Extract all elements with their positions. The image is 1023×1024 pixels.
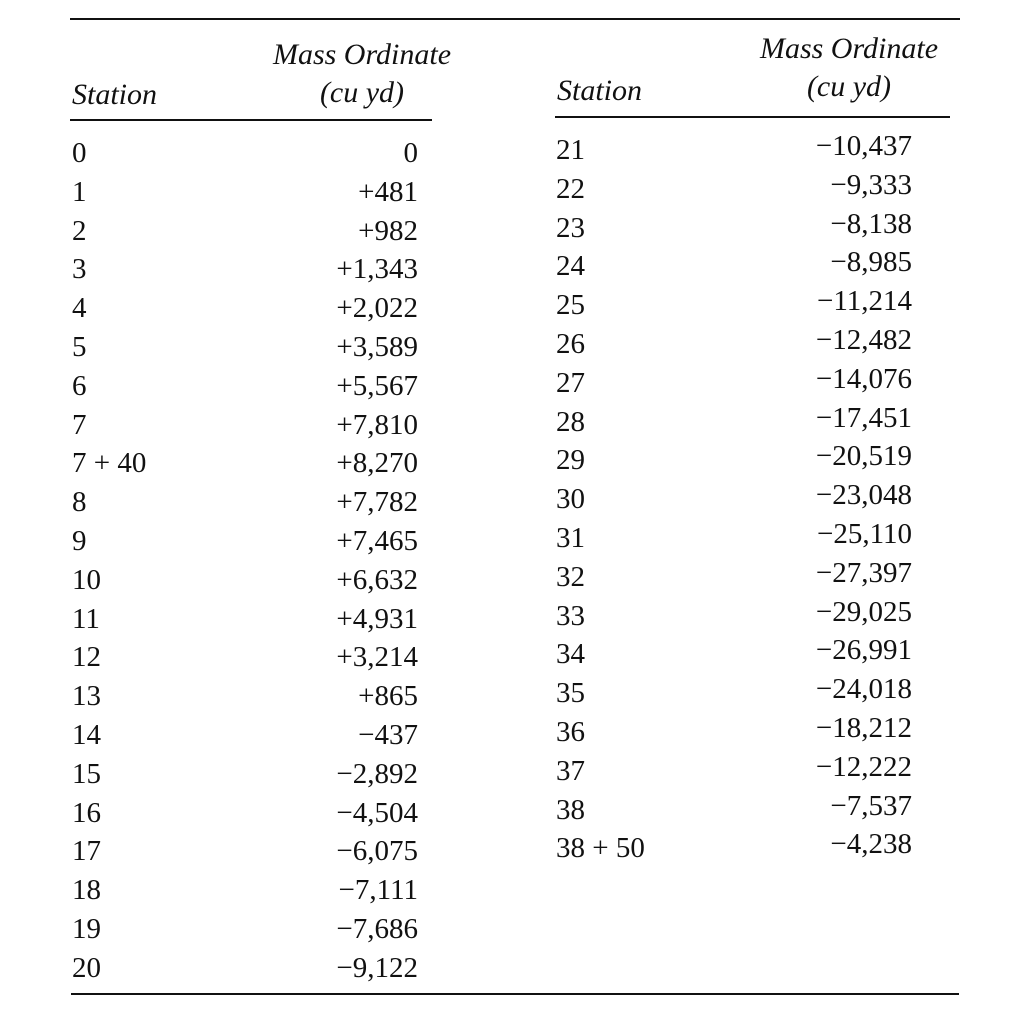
station-cell: 38 xyxy=(556,793,585,826)
mass-ordinate-cell: −20,519 xyxy=(815,440,912,473)
station-cell: 3 xyxy=(72,253,87,286)
station-cell: 33 xyxy=(556,599,585,632)
mass-ordinate-cell: −7,686 xyxy=(336,912,418,945)
station-cell: 10 xyxy=(72,563,101,596)
left-ordinate-column xyxy=(262,134,418,988)
right-mass-ordinate-header xyxy=(738,30,960,106)
mass-ordinate-cell: −7,111 xyxy=(338,874,418,907)
station-cell: 13 xyxy=(72,680,101,713)
mass-ordinate-cell: +3,589 xyxy=(336,330,418,363)
station-cell: 18 xyxy=(72,874,101,907)
table-bottom-rule xyxy=(71,993,959,995)
mass-ordinate-cell: −23,048 xyxy=(815,479,912,512)
mass-ordinate-cell: −29,025 xyxy=(815,595,912,628)
station-cell: 17 xyxy=(72,835,101,868)
station-cell: 21 xyxy=(556,134,585,166)
mass-ordinate-cell: −11,214 xyxy=(816,285,912,318)
right-mass-ordinate-header-line2: (cu yd) xyxy=(806,70,892,103)
station-cell: 20 xyxy=(72,951,101,984)
station-cell: 9 xyxy=(72,524,87,557)
right-ordinate-column xyxy=(740,127,912,864)
station-cell: 0 xyxy=(72,137,87,169)
mass-ordinate-cell: +982 xyxy=(358,214,418,247)
mass-ordinate-cell: +7,782 xyxy=(336,486,418,519)
station-cell: 5 xyxy=(72,330,87,363)
station-cell: 2 xyxy=(72,214,87,247)
station-cell: 14 xyxy=(72,718,101,751)
mass-ordinate-cell: +865 xyxy=(358,680,418,713)
right-header-rule xyxy=(555,116,950,118)
station-cell: 31 xyxy=(556,521,585,554)
mass-ordinate-cell: +5,567 xyxy=(336,369,418,402)
station-cell: 35 xyxy=(556,677,585,710)
station-cell: 26 xyxy=(556,327,585,360)
station-cell: 34 xyxy=(556,638,585,671)
station-cell: 36 xyxy=(556,715,585,748)
mass-ordinate-cell: +4,931 xyxy=(336,602,418,635)
station-cell: 37 xyxy=(556,754,585,787)
table-top-rule xyxy=(70,18,960,20)
mass-ordinate-cell: −26,991 xyxy=(815,634,912,667)
station-cell: 8 xyxy=(72,486,87,519)
right-mass-ordinate-header-line1: Mass Ordinate xyxy=(759,32,939,65)
mass-ordinate-cell: +481 xyxy=(358,175,418,208)
left-station-column xyxy=(72,134,212,988)
mass-ordinate-cell: −12,222 xyxy=(815,750,912,783)
station-cell: 23 xyxy=(556,211,585,244)
station-cell: 7 xyxy=(72,408,87,441)
mass-ordinate-cell: −27,397 xyxy=(815,556,912,589)
mass-ordinate-cell: −17,451 xyxy=(815,401,912,434)
station-cell: 1 xyxy=(72,175,87,208)
mass-ordinate-cell: +6,632 xyxy=(336,563,418,596)
station-cell: 11 xyxy=(72,602,100,635)
mass-ordinate-cell: −25,110 xyxy=(816,517,912,550)
station-cell: 25 xyxy=(556,289,585,322)
station-cell: 12 xyxy=(72,641,101,674)
mass-ordinate-cell: −8,985 xyxy=(830,246,912,279)
station-cell: 19 xyxy=(72,912,101,945)
mass-ordinate-cell: −24,018 xyxy=(815,673,912,706)
right-station-header: Station xyxy=(557,74,643,107)
mass-ordinate-cell: +8,270 xyxy=(336,447,418,480)
station-cell: 22 xyxy=(556,172,585,205)
station-cell: 29 xyxy=(556,444,585,477)
station-cell: 38 + 50 xyxy=(556,832,645,865)
mass-ordinate-cell: −4,238 xyxy=(830,828,912,861)
left-header-rule xyxy=(70,119,432,121)
mass-ordinate-cell: +7,465 xyxy=(336,524,418,557)
left-mass-ordinate-header-line1: Mass Ordinate xyxy=(272,38,452,71)
mass-ordinate-cell: +3,214 xyxy=(336,641,418,674)
mass-ordinate-cell: −8,138 xyxy=(830,207,912,240)
station-cell: 30 xyxy=(556,483,585,516)
mass-ordinate-cell: −18,212 xyxy=(815,711,912,744)
left-station-header: Station xyxy=(72,78,158,111)
mass-ordinate-cell: 0 xyxy=(403,137,418,169)
mass-ordinate-cell: −12,482 xyxy=(815,323,912,356)
mass-ordinate-cell: −6,075 xyxy=(336,835,418,868)
station-cell: 4 xyxy=(72,292,87,325)
mass-ordinate-cell: −437 xyxy=(358,718,418,751)
station-cell: 27 xyxy=(556,366,585,399)
mass-ordinate-cell: −14,076 xyxy=(815,362,912,395)
station-cell: 6 xyxy=(72,369,87,402)
station-cell: 28 xyxy=(556,405,585,438)
station-cell: 15 xyxy=(72,757,101,790)
mass-ordinate-cell: −10,437 xyxy=(815,130,912,162)
mass-ordinate-cell: −7,537 xyxy=(830,789,912,822)
mass-ordinate-cell: −9,333 xyxy=(830,168,912,201)
station-cell: 7 + 40 xyxy=(72,447,147,480)
mass-ordinate-cell: −2,892 xyxy=(336,757,418,790)
mass-ordinate-cell: −9,122 xyxy=(336,951,418,984)
station-cell: 24 xyxy=(556,250,585,283)
left-mass-ordinate-header-line2: (cu yd) xyxy=(319,76,405,109)
station-cell: 16 xyxy=(72,796,101,829)
mass-ordinate-cell: +2,022 xyxy=(336,292,418,325)
mass-ordinate-cell: −4,504 xyxy=(336,796,418,829)
right-station-column xyxy=(556,131,716,868)
left-mass-ordinate-header xyxy=(252,36,472,112)
mass-ordinate-cell: +7,810 xyxy=(336,408,418,441)
station-cell: 32 xyxy=(556,560,585,593)
mass-ordinate-cell: +1,343 xyxy=(336,253,418,286)
